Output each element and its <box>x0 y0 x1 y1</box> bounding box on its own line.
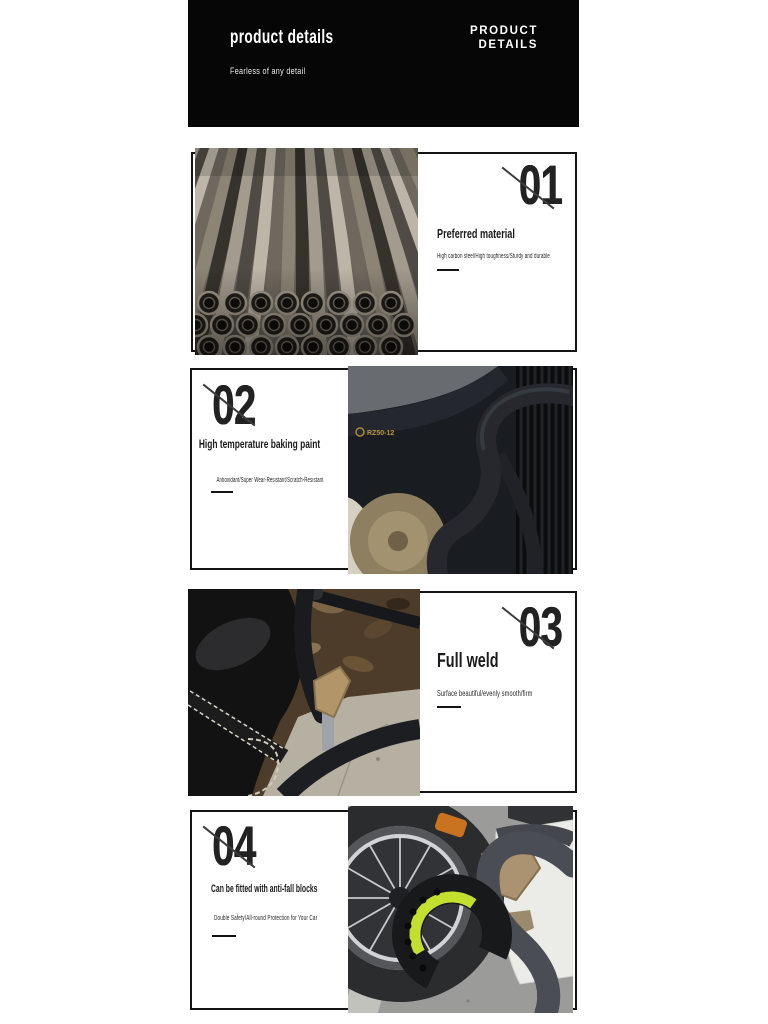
steel-tubes-photo <box>195 148 418 355</box>
section-title: High temperature baking paint <box>198 437 321 451</box>
engine-guard-photo <box>348 366 573 574</box>
section-subtitle: Double Safety/All-round Protection for Your Car <box>214 913 318 922</box>
header-watermark <box>470 24 538 52</box>
section-title: Preferred material <box>437 226 515 241</box>
section-number: 04 <box>212 814 256 877</box>
anti-fall-block-photo <box>348 806 573 1013</box>
section-subtitle: Antioxidant/Super Wear-Resistant/Scratch-Resistant <box>216 477 324 484</box>
title-underline <box>212 935 236 937</box>
title-underline <box>211 491 233 493</box>
header-tagline: Fearless of any detail <box>230 66 306 76</box>
svg-text:RZ50-12: RZ50-12 <box>367 430 395 437</box>
section-number: 02 <box>212 373 256 436</box>
section-number: 03 <box>518 595 562 658</box>
section-subtitle: Surface beautiful/evenly smooth/firm <box>437 688 533 698</box>
section-title: Full weld <box>437 650 499 672</box>
header-banner <box>188 0 579 127</box>
page-title: product details <box>230 27 334 48</box>
section-subtitle: High carbon steel/High toughness/Sturdy and durable <box>437 253 550 260</box>
header-watermark-line2: DETAILS <box>478 39 538 51</box>
weld-joint-photo <box>188 589 420 796</box>
title-underline <box>437 706 461 708</box>
header-watermark-line1: PRODUCT <box>469 25 538 37</box>
section-title: Can be fitted with anti-fall blocks <box>211 883 318 895</box>
title-underline <box>437 269 459 271</box>
section-number: 01 <box>518 153 562 216</box>
